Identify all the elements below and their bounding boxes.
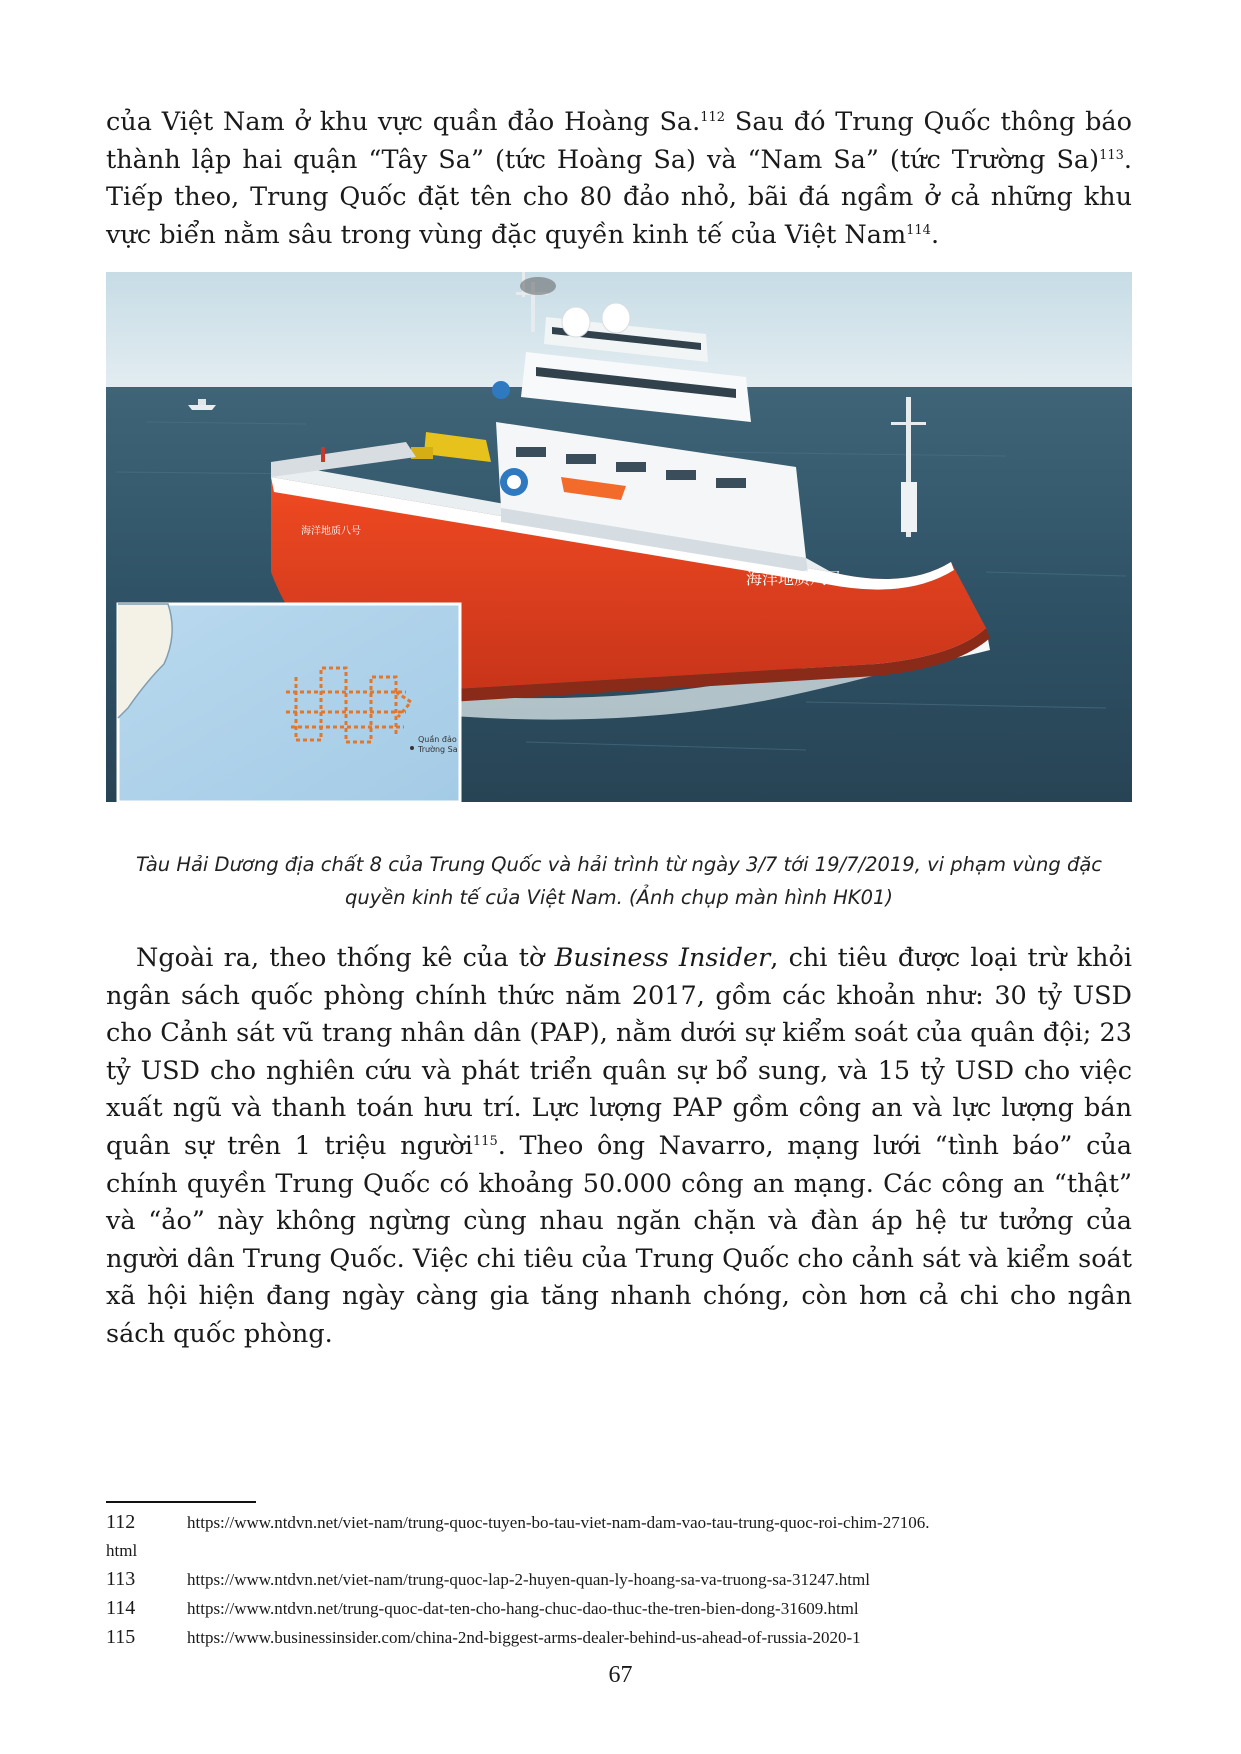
- text-span: . Theo ông Navarro, mạng lưới “tình báo” của chính quyền Trung Quốc có khoảng 50.000 công an mạng. Các công an “thật” và “ảo” này không ngừng cùng nhau ngăn chặn và đàn áp hệ tư tưởng của người dân Trung Quốc. Việc chi tiêu của Trung Quốc cho cảnh sát và kiểm soát xã hội hiện đang ngày càng gia tăng nhanh chóng, còn hơn cả chi cho ngân sách quốc phòng.: [106, 1130, 1132, 1349]
- footnote-divider: [106, 1501, 256, 1503]
- footnote-ref[interactable]: 113: [1099, 147, 1124, 163]
- footnote-link-continuation[interactable]: html: [106, 1541, 138, 1560]
- text-span: .: [930, 219, 940, 250]
- svg-text:Trường Sa: Trường Sa: [418, 745, 458, 754]
- footnote-ref[interactable]: 112: [700, 110, 726, 125]
- text-span: Ngoài ra, theo thống kê của tờ: [136, 943, 555, 973]
- footnote-item: [106, 1565, 1136, 1594]
- footnote-item: [106, 1623, 1136, 1652]
- footnote-link[interactable]: https://www.ntdvn.net/viet-nam/trung-quoc-lap-2-huyen-quan-ly-hoang-sa-va-truong-sa-31247.html: [187, 1570, 870, 1589]
- ship-name-text: 海洋地质八号: [746, 569, 843, 588]
- text-span: của Việt Nam ở khu vực quần đảo Hoàng Sa.: [106, 107, 701, 137]
- footnote-number: 114: [106, 1597, 136, 1619]
- footnote-item: [106, 1594, 1136, 1623]
- footnote-ref[interactable]: 115: [472, 1133, 498, 1149]
- footnote-number: 112: [106, 1511, 136, 1533]
- footnote-link[interactable]: https://www.businessinsider.com/china-2nd-biggest-arms-dealer-behind-us-ahead-of-russia-2020-1: [187, 1628, 861, 1647]
- route-map-inset: [118, 604, 460, 802]
- footnote-item: [106, 1508, 1136, 1537]
- publication-name: Business Insider: [554, 943, 771, 973]
- figure-caption: Tàu Hải Dương địa chất 8 của Trung Quốc và hải trình từ ngày 3/7 tới 19/7/2019, vi phạm vùng đặc quyền kinh tế của Việt Nam. (Ảnh chụp màn hình HK01): [135, 853, 1103, 909]
- footnote-number: 115: [106, 1626, 136, 1648]
- svg-text:Quần đảo: Quần đảo: [418, 735, 457, 744]
- footnote-ref[interactable]: 114: [906, 222, 931, 238]
- text-span: . Tiếp theo, Trung Quốc đặt tên cho 80 đảo nhỏ, bãi đá ngầm ở cả những khu vực biển nằm sâu trong vùng đặc quyền kinh tế của Việt Nam: [106, 144, 1132, 250]
- paragraph-top: [106, 104, 1132, 254]
- text-span: , chi tiêu được loại trừ khỏi ngân sách quốc phòng chính thức năm 2017, gồm các khoản như: 30 tỷ USD cho Cảnh sát vũ trang nhân dân (PAP), nằm dưới sự kiểm soát của quân đội; 23 tỷ USD cho nghiên cứu và phát triển quân sự bổ sung, và 15 tỷ USD cho việc xuất ngũ và thanh toán hưu trí. Lực lượng PAP gồm công an và lực lượng bán quân sự trên 1 triệu người: [106, 943, 1132, 1161]
- footnote-number: 113: [106, 1568, 136, 1590]
- ship-name-text: 海洋地质八号: [301, 526, 361, 537]
- footnotes: [106, 1508, 1136, 1652]
- footnote-link[interactable]: https://www.ntdvn.net/trung-quoc-dat-ten-cho-hang-chuc-dao-thuc-the-tren-bien-dong-31609.html: [187, 1599, 859, 1618]
- paragraph-main: [106, 940, 1132, 1354]
- text-span: Sau đó Trung Quốc thông báo thành lập hai quận “Tây Sa” (tức Hoàng Sa) và “Nam Sa” (tức Trường Sa): [106, 107, 1132, 175]
- footnote-link[interactable]: https://www.ntdvn.net/viet-nam/trung-quoc-tuyen-bo-tau-viet-nam-dam-vao-tau-trung-quoc-roi-chim-27106.: [187, 1513, 930, 1532]
- ship-photo: [106, 272, 1132, 802]
- page-number: 67: [608, 1662, 633, 1688]
